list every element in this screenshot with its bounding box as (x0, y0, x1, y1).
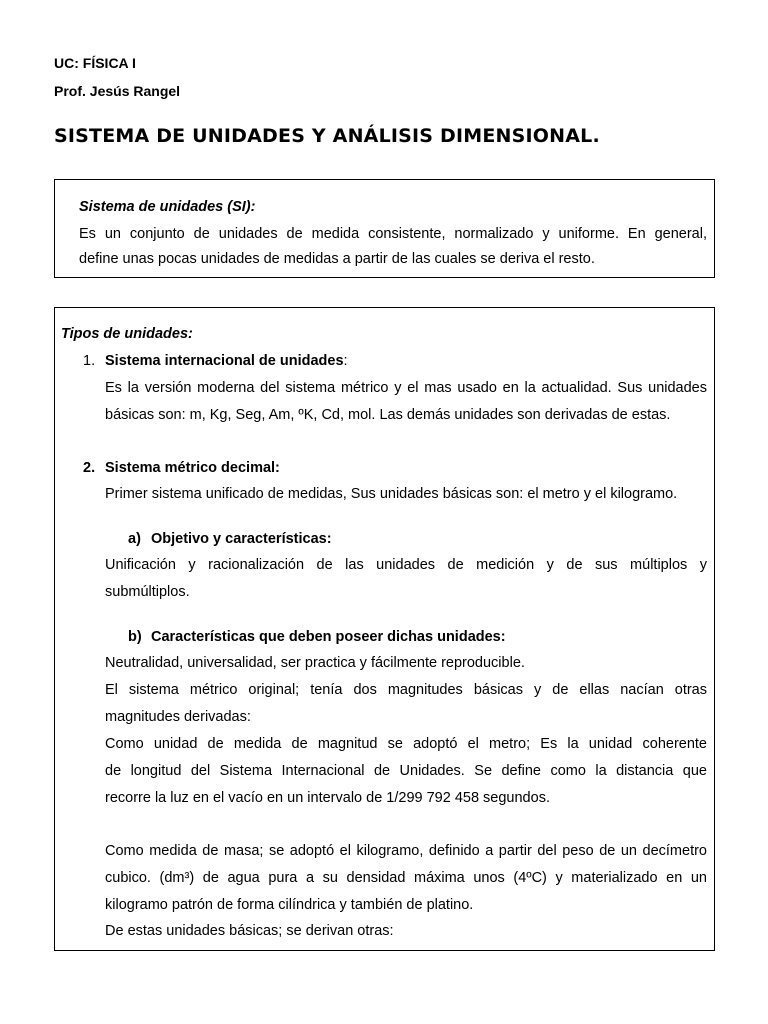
sub-b-title: Características que deben poseer dichas unidades: (151, 629, 506, 645)
item-2-number: 2. (83, 460, 96, 476)
page-title: SISTEMA DE UNIDADES Y ANÁLISIS DIMENSIONAL. (54, 125, 600, 147)
si-line-2: define unas pocas unidades de medidas a partir de las cuales se deriva el resto. (79, 251, 595, 267)
sub-b-p2-line-1: El sistema métrico original; tenía dos magnitudes básicas y de ellas nacían otras (105, 682, 707, 698)
item-1-number: 1. (83, 353, 96, 369)
sub-b-p4-line-2: cubico. (dm³) de agua pura a su densidad máxima unos (4ºC) y materializado en un (105, 870, 707, 886)
sub-a-line-1: Unificación y racionalización de las unidades de medición y de sus múltiplos y (105, 557, 707, 573)
item-2-title: Sistema métrico decimal: (105, 460, 280, 476)
sub-b-p5: De estas unidades básicas; se derivan otras: (105, 923, 394, 939)
item-1-title-text: Sistema internacional de unidades (105, 353, 344, 369)
item-1-line-2: básicas son: m, Kg, Seg, Am, ºK, Cd, mol. Las demás unidades son derivadas de estas. (105, 407, 671, 423)
si-heading: Sistema de unidades (SI): (79, 199, 256, 215)
sub-b-p4-line-1: Como medida de masa; se adoptó el kilogramo, definido a partir del peso de un decímetro (105, 843, 707, 859)
types-heading: Tipos de unidades: (61, 326, 193, 342)
sub-a-title: Objetivo y características: (151, 531, 332, 547)
item-2-line-1: Primer sistema unificado de medidas, Sus unidades básicas son: el metro y el kilogramo. (105, 486, 678, 502)
course-label: UC: FÍSICA I (54, 55, 136, 71)
professor-label: Prof. Jesús Rangel (54, 83, 181, 99)
sub-b-p3-line-1: Como unidad de medida de magnitud se adoptó el metro; Es la unidad coherente (105, 736, 707, 752)
sub-b-p2-line-2: magnitudes derivadas: (105, 709, 251, 725)
sub-b-marker: b) (128, 629, 142, 645)
item-1-line-1: Es la versión moderna del sistema métrico y el mas usado en la actualidad. Sus unidades (105, 380, 707, 396)
item-1-colon: : (343, 353, 348, 369)
sub-b-p3-line-3: recorre la luz en el vacío en un intervalo de 1/299 792 458 segundos. (105, 790, 550, 806)
si-line-1: Es un conjunto de unidades de medida consistente, normalizado y uniforme. En general, (79, 226, 707, 242)
sub-a-line-2: submúltiplos. (105, 584, 190, 600)
sub-a-marker: a) (128, 531, 141, 547)
sub-b-p3-line-2: de longitud del Sistema Internacional de Unidades. Se define como la distancia que (105, 763, 707, 779)
sub-b-p1: Neutralidad, universalidad, ser practica y fácilmente reproducible. (105, 655, 525, 671)
item-1-title (105, 348, 348, 375)
sub-b-p4-line-3: kilogramo patrón de forma cilíndrica y también de platino. (105, 897, 474, 913)
